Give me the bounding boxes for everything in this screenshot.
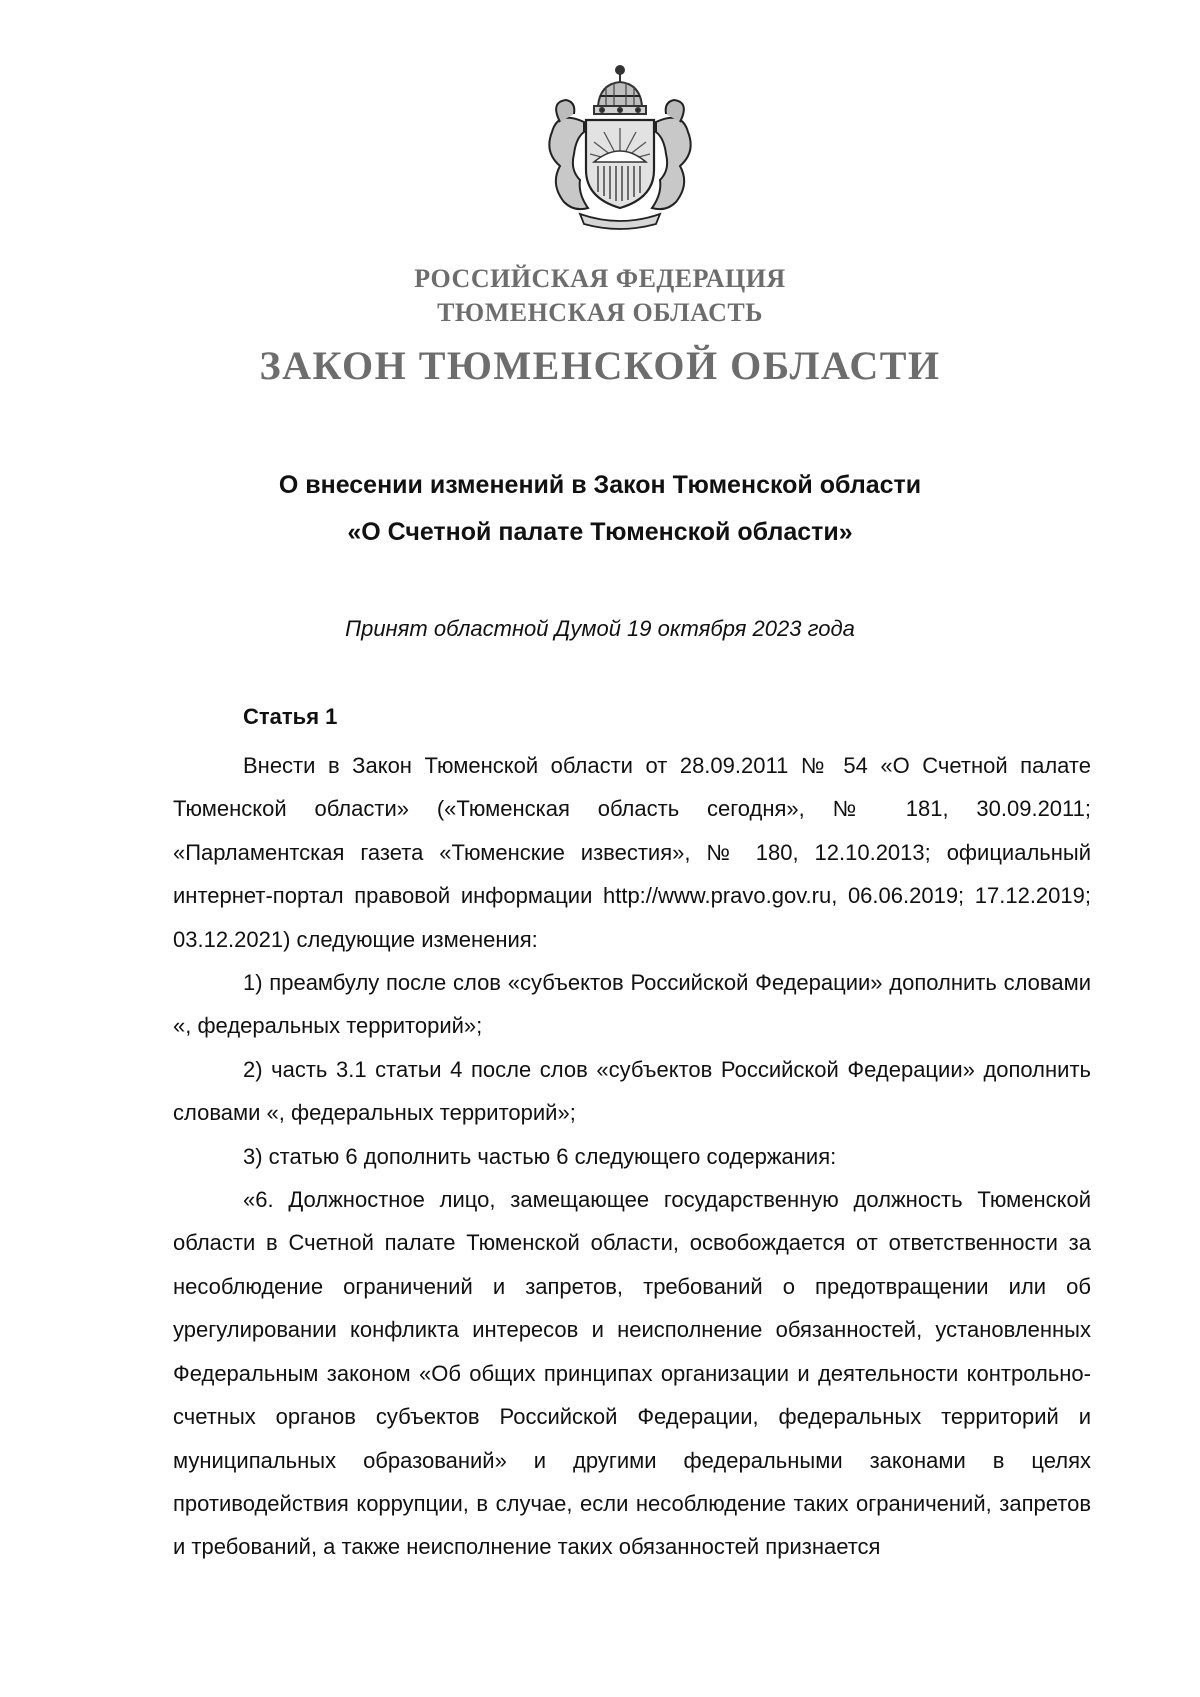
- paragraph: «6. Должностное лицо, замещающее государственную должность Тюменской области в Счетной палате Тюменской области, освобождается от ответственности за несоблюдение ограничений и запретов, требований о предотвращении или об урегулировании конфликта интересов и неисполнение обязанностей, установленных Федеральным законом «Об общих принципах организации и деятельности контрольно-счетных органов субъектов Российской Федерации, федеральных территорий и муниципальных образований» и другими федеральными законами в целях противодействия коррупции, в случае, если несоблюдение таких ограничений, запретов и требований, а также неисполнение таких обязанностей признается: [173, 1187, 1091, 1560]
- law-title-line-2: «О Счетной палате Тюменской области»: [347, 518, 853, 546]
- paragraph: Внести в Закон Тюменской области от 28.09.2011 № 54 «О Счетной палате Тюменской области» («Тюменская область сегодня», № 181, 30.09.2011; «Парламентская газета «Тюменские известия», № 180, 12.10.2013; официальный интернет-портал правовой информации http://www.pravo.gov.ru, 06.06.2019; 17.12.2019; 03.12.2021) следующие изменения:: [173, 753, 1091, 952]
- adoption-note: Принят областной Думой 19 октября 2023 года: [345, 616, 855, 641]
- paragraph: 2) часть 3.1 статьи 4 после слов «субъектов Российской Федерации» дополнить словами «, федеральных территорий»;: [173, 1056, 1091, 1126]
- paragraph: 3) статью 6 дополнить частью 6 следующего содержания:: [243, 1143, 837, 1169]
- law-title-line-1: О внесении изменений в Закон Тюменской области: [278, 471, 922, 499]
- article-body: [173, 744, 1091, 1569]
- header-country: РОССИЙСКАЯ ФЕДЕРАЦИЯ: [414, 264, 786, 293]
- document-type-heading: ЗАКОН ТЮМЕНСКОЙ ОБЛАСТИ: [259, 343, 941, 388]
- coat-of-arms-icon: [530, 62, 710, 232]
- paragraph: 1) преамбулу после слов «субъектов Российской Федерации» дополнить словами «, федеральных территорий»;: [173, 970, 1091, 1039]
- header-region: ТЮМЕНСКАЯ ОБЛАСТЬ: [437, 298, 763, 327]
- article-heading: Статья 1: [243, 704, 338, 729]
